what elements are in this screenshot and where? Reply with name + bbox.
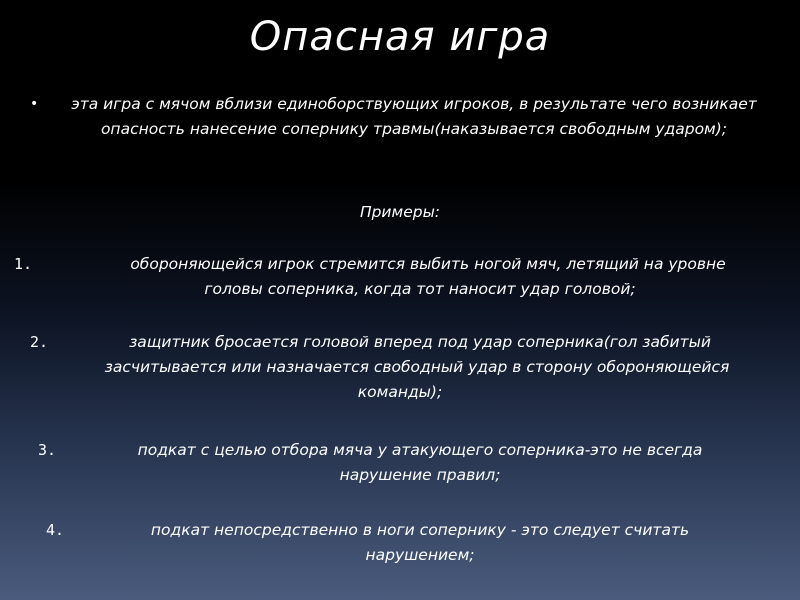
list-item-line: команды);: [357, 383, 443, 401]
list-item-text: подкат непосредственно в ноги сопернику - это следует считать: [150, 521, 690, 539]
list-item-line: [0, 330, 800, 355]
list-item-line: головы соперника, когда тот наносит удар головой;: [204, 280, 636, 298]
list-item-number: 1.: [14, 255, 33, 273]
list-item-line: нарушение правил;: [339, 466, 501, 484]
list-item-number: 2.: [30, 333, 49, 351]
list-item: [0, 330, 800, 405]
list-item-line: [0, 438, 800, 463]
list-item-text: обороняющейся игрок стремится выбить ногой мяч, летящий на уровне: [130, 255, 726, 273]
list-item-text: подкат с целью отбора мяча у атакующего соперника-это не всегда: [137, 441, 703, 459]
list-item: [0, 438, 800, 488]
slide-title: Опасная игра: [249, 14, 551, 60]
list-item-number: 4.: [46, 521, 65, 539]
list-item-number: 3.: [38, 441, 57, 459]
list-item: [0, 518, 800, 568]
list-item-text: защитник бросается головой вперед под удар соперника(гол забитый: [129, 333, 711, 351]
list-item-line: [0, 518, 800, 543]
list-item-line: нарушением;: [365, 546, 475, 564]
examples-heading: Примеры:: [359, 203, 441, 221]
list-item-line: засчитывается или назначается свободный удар в сторону обороняющейся: [104, 358, 730, 376]
bullet-icon: •: [30, 96, 39, 112]
list-item-line: [0, 252, 800, 277]
intro-paragraph: эта игра с мячом вблизи единоборствующих игроков, в результате чего возникает опасность нанесение сопернику травмы(наказывается свободным ударом);: [71, 95, 757, 138]
list-item: [0, 252, 800, 302]
